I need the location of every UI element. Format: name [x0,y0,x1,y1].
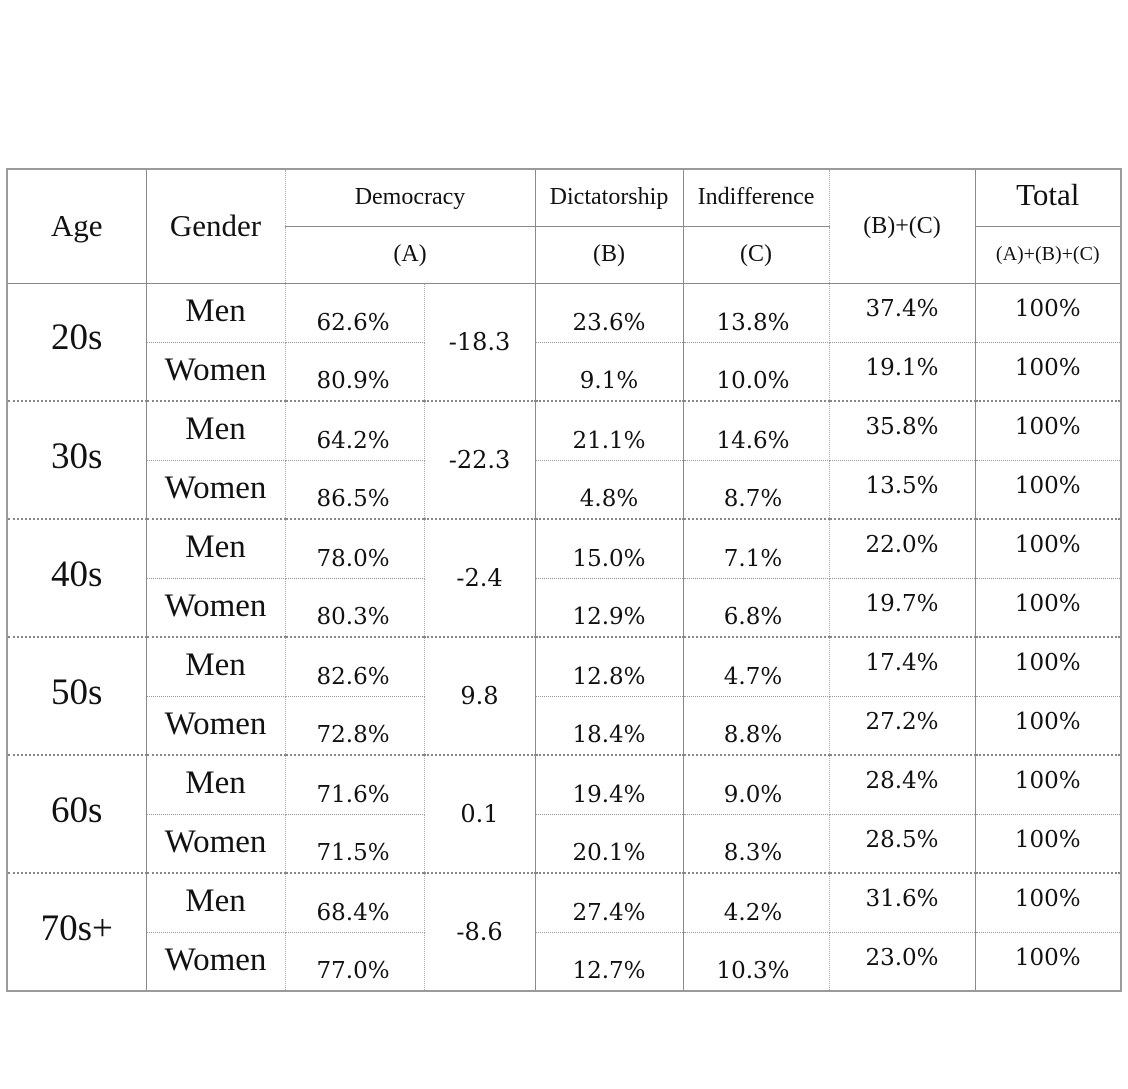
header-age: Age [7,169,146,283]
dictatorship-value: 4.8% [535,460,683,519]
b-plus-c-value: 19.1% [829,342,975,401]
gender-cell: Women [146,814,285,873]
header-democracy: Democracy [285,169,535,226]
gender-cell: Women [146,932,285,991]
gender-cell: Women [146,696,285,755]
header-total-formula: (A)+(B)+(C) [975,226,1121,283]
indifference-value: 8.8% [683,696,829,755]
dictatorship-value: 21.1% [535,401,683,460]
gender-cell: Men [146,401,285,460]
gender-cell: Men [146,637,285,696]
indifference-value: 4.7% [683,637,829,696]
democracy-value: 77.0% [285,932,424,991]
dictatorship-value: 15.0% [535,519,683,578]
table-row [7,460,1121,519]
indifference-value: 14.6% [683,401,829,460]
gender-gap-value: -18.3 [424,283,535,401]
table-row [7,814,1121,873]
gender-cell: Men [146,755,285,814]
democracy-value: 62.6% [285,283,424,342]
dictatorship-value: 20.1% [535,814,683,873]
indifference-value: 4.2% [683,873,829,932]
total-value: 100% [975,814,1121,873]
gender-gap-value: -8.6 [424,873,535,991]
total-value: 100% [975,637,1121,696]
age-cell: 20s [7,283,146,401]
total-value: 100% [975,283,1121,342]
total-value: 100% [975,755,1121,814]
gender-cell: Men [146,519,285,578]
survey-table [6,168,1122,992]
age-cell: 50s [7,637,146,755]
total-value: 100% [975,873,1121,932]
table-row [7,578,1121,637]
b-plus-c-value: 28.4% [829,755,975,814]
dictatorship-value: 18.4% [535,696,683,755]
gender-gap-value: 9.8 [424,637,535,755]
dictatorship-value: 23.6% [535,283,683,342]
b-plus-c-value: 17.4% [829,637,975,696]
b-plus-c-value: 19.7% [829,578,975,637]
b-plus-c-value: 22.0% [829,519,975,578]
indifference-value: 13.8% [683,283,829,342]
b-plus-c-value: 13.5% [829,460,975,519]
header-c: (C) [683,226,829,283]
b-plus-c-value: 31.6% [829,873,975,932]
header-total: Total [975,169,1121,226]
total-value: 100% [975,578,1121,637]
indifference-value: 8.7% [683,460,829,519]
header-indifference: Indifference [683,169,829,226]
dictatorship-value: 27.4% [535,873,683,932]
table-row [7,401,1121,460]
democracy-value: 71.6% [285,755,424,814]
age-cell: 30s [7,401,146,519]
header-b: (B) [535,226,683,283]
age-cell: 40s [7,519,146,637]
b-plus-c-value: 28.5% [829,814,975,873]
gender-gap-value: -2.4 [424,519,535,637]
table-row [7,755,1121,814]
table-row [7,342,1121,401]
header-gender: Gender [146,169,285,283]
gender-cell: Men [146,873,285,932]
total-value: 100% [975,342,1121,401]
total-value: 100% [975,932,1121,991]
democracy-value: 80.9% [285,342,424,401]
total-value: 100% [975,696,1121,755]
dictatorship-value: 12.7% [535,932,683,991]
democracy-value: 68.4% [285,873,424,932]
democracy-value: 86.5% [285,460,424,519]
dictatorship-value: 12.9% [535,578,683,637]
table-row [7,932,1121,991]
gender-cell: Women [146,342,285,401]
gender-gap-value: -22.3 [424,401,535,519]
indifference-value: 10.0% [683,342,829,401]
gender-cell: Women [146,578,285,637]
democracy-value: 72.8% [285,696,424,755]
gender-cell: Women [146,460,285,519]
total-value: 100% [975,519,1121,578]
dictatorship-value: 12.8% [535,637,683,696]
b-plus-c-value: 37.4% [829,283,975,342]
b-plus-c-value: 27.2% [829,696,975,755]
indifference-value: 10.3% [683,932,829,991]
indifference-value: 6.8% [683,578,829,637]
age-cell: 60s [7,755,146,873]
table-row [7,519,1121,578]
dictatorship-value: 9.1% [535,342,683,401]
header-a: (A) [285,226,535,283]
dictatorship-value: 19.4% [535,755,683,814]
table-row [7,696,1121,755]
indifference-value: 9.0% [683,755,829,814]
b-plus-c-value: 23.0% [829,932,975,991]
age-cell: 70s+ [7,873,146,991]
total-value: 100% [975,460,1121,519]
gender-gap-value: 0.1 [424,755,535,873]
total-value: 100% [975,401,1121,460]
democracy-value: 71.5% [285,814,424,873]
indifference-value: 7.1% [683,519,829,578]
indifference-value: 8.3% [683,814,829,873]
header-dictatorship: Dictatorship [535,169,683,226]
table-row [7,283,1121,342]
gender-cell: Men [146,283,285,342]
table-row [7,637,1121,696]
table-row [7,873,1121,932]
democracy-value: 78.0% [285,519,424,578]
header-b-plus-c: (B)+(C) [829,169,975,283]
democracy-value: 82.6% [285,637,424,696]
democracy-value: 64.2% [285,401,424,460]
democracy-value: 80.3% [285,578,424,637]
b-plus-c-value: 35.8% [829,401,975,460]
